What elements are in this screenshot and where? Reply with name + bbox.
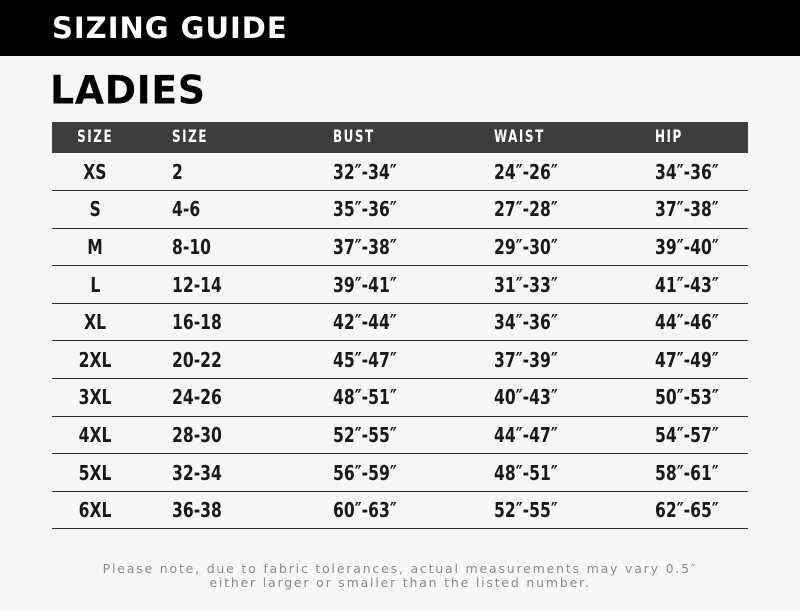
size-number-cell: 8-10 bbox=[138, 228, 299, 266]
bust-cell: 37″-38″ bbox=[299, 228, 460, 266]
bust-cell: 39″-41″ bbox=[299, 266, 460, 304]
table-header-row bbox=[52, 122, 748, 153]
hip-cell: 62″-65″ bbox=[621, 491, 748, 529]
hip-cell: 54″-57″ bbox=[621, 416, 748, 454]
bust-cell: 35″-36″ bbox=[299, 191, 460, 229]
column-header-waist: WAIST bbox=[494, 127, 545, 147]
size-letter-cell: 6XL bbox=[52, 491, 138, 529]
waist-cell: 40″-43″ bbox=[460, 379, 621, 417]
size-number-cell: 16-18 bbox=[138, 303, 299, 341]
waist-cell: 37″-39″ bbox=[460, 341, 621, 379]
column-header-size-number: SIZE bbox=[172, 127, 209, 147]
waist-cell: 24″-26″ bbox=[460, 153, 621, 191]
waist-cell: 52″-55″ bbox=[460, 491, 621, 529]
table-row bbox=[52, 303, 748, 341]
bust-cell: 42″-44″ bbox=[299, 303, 460, 341]
size-number-cell: 28-30 bbox=[138, 416, 299, 454]
table-row bbox=[52, 491, 748, 529]
size-number-cell: 4-6 bbox=[138, 191, 299, 229]
waist-cell: 48″-51″ bbox=[460, 454, 621, 492]
table-row bbox=[52, 153, 748, 191]
header-bar bbox=[0, 0, 800, 56]
column-header-size-letter: SIZE bbox=[76, 127, 114, 147]
table-row bbox=[52, 379, 748, 417]
size-letter-cell: 4XL bbox=[52, 416, 138, 454]
hip-cell: 37″-38″ bbox=[621, 191, 748, 229]
size-number-cell: 24-26 bbox=[138, 379, 299, 417]
hip-cell: 47″-49″ bbox=[621, 341, 748, 379]
size-letter-cell: 5XL bbox=[52, 454, 138, 492]
waist-cell: 27″-28″ bbox=[460, 191, 621, 229]
hip-cell: 58″-61″ bbox=[621, 454, 748, 492]
hip-cell: 41″-43″ bbox=[621, 266, 748, 304]
size-letter-cell: 2XL bbox=[52, 341, 138, 379]
table-row bbox=[52, 228, 748, 266]
table-row bbox=[52, 341, 748, 379]
bust-cell: 32″-34″ bbox=[299, 153, 460, 191]
bust-cell: 56″-59″ bbox=[299, 454, 460, 492]
bust-cell: 48″-51″ bbox=[299, 379, 460, 417]
size-letter-cell: XL bbox=[52, 303, 138, 341]
size-letter-cell: S bbox=[52, 191, 138, 229]
fabric-tolerance-note bbox=[60, 562, 740, 590]
size-number-cell: 20-22 bbox=[138, 341, 299, 379]
size-letter-cell: L bbox=[52, 266, 138, 304]
size-number-cell: 12-14 bbox=[138, 266, 299, 304]
waist-cell: 29″-30″ bbox=[460, 228, 621, 266]
bust-cell: 52″-55″ bbox=[299, 416, 460, 454]
waist-cell: 44″-47″ bbox=[460, 416, 621, 454]
sizing-table bbox=[52, 122, 748, 529]
hip-cell: 34″-36″ bbox=[621, 153, 748, 191]
table-row bbox=[52, 454, 748, 492]
column-header-hip: HIP bbox=[655, 127, 683, 147]
bust-cell: 45″-47″ bbox=[299, 341, 460, 379]
waist-cell: 34″-36″ bbox=[460, 303, 621, 341]
table-row bbox=[52, 416, 748, 454]
hip-cell: 39″-40″ bbox=[621, 228, 748, 266]
size-letter-cell: 3XL bbox=[52, 379, 138, 417]
size-number-cell: 32-34 bbox=[138, 454, 299, 492]
hip-cell: 44″-46″ bbox=[621, 303, 748, 341]
table-row bbox=[52, 191, 748, 229]
waist-cell: 31″-33″ bbox=[460, 266, 621, 304]
size-letter-cell: M bbox=[52, 228, 138, 266]
size-number-cell: 2 bbox=[138, 153, 299, 191]
section-title: LADIES bbox=[50, 68, 206, 113]
bust-cell: 60″-63″ bbox=[299, 491, 460, 529]
column-header-bust: BUST bbox=[333, 127, 375, 147]
size-number-cell: 36-38 bbox=[138, 491, 299, 529]
hip-cell: 50″-53″ bbox=[621, 379, 748, 417]
table-row bbox=[52, 266, 748, 304]
footnote-line-1: Please note, due to fabric tolerances, actual measurements may vary 0.5″ bbox=[102, 561, 698, 576]
size-letter-cell: XS bbox=[52, 153, 138, 191]
page-title: SIZING GUIDE bbox=[52, 11, 288, 45]
footnote-line-2: either larger or smaller than the listed number. bbox=[209, 575, 591, 590]
